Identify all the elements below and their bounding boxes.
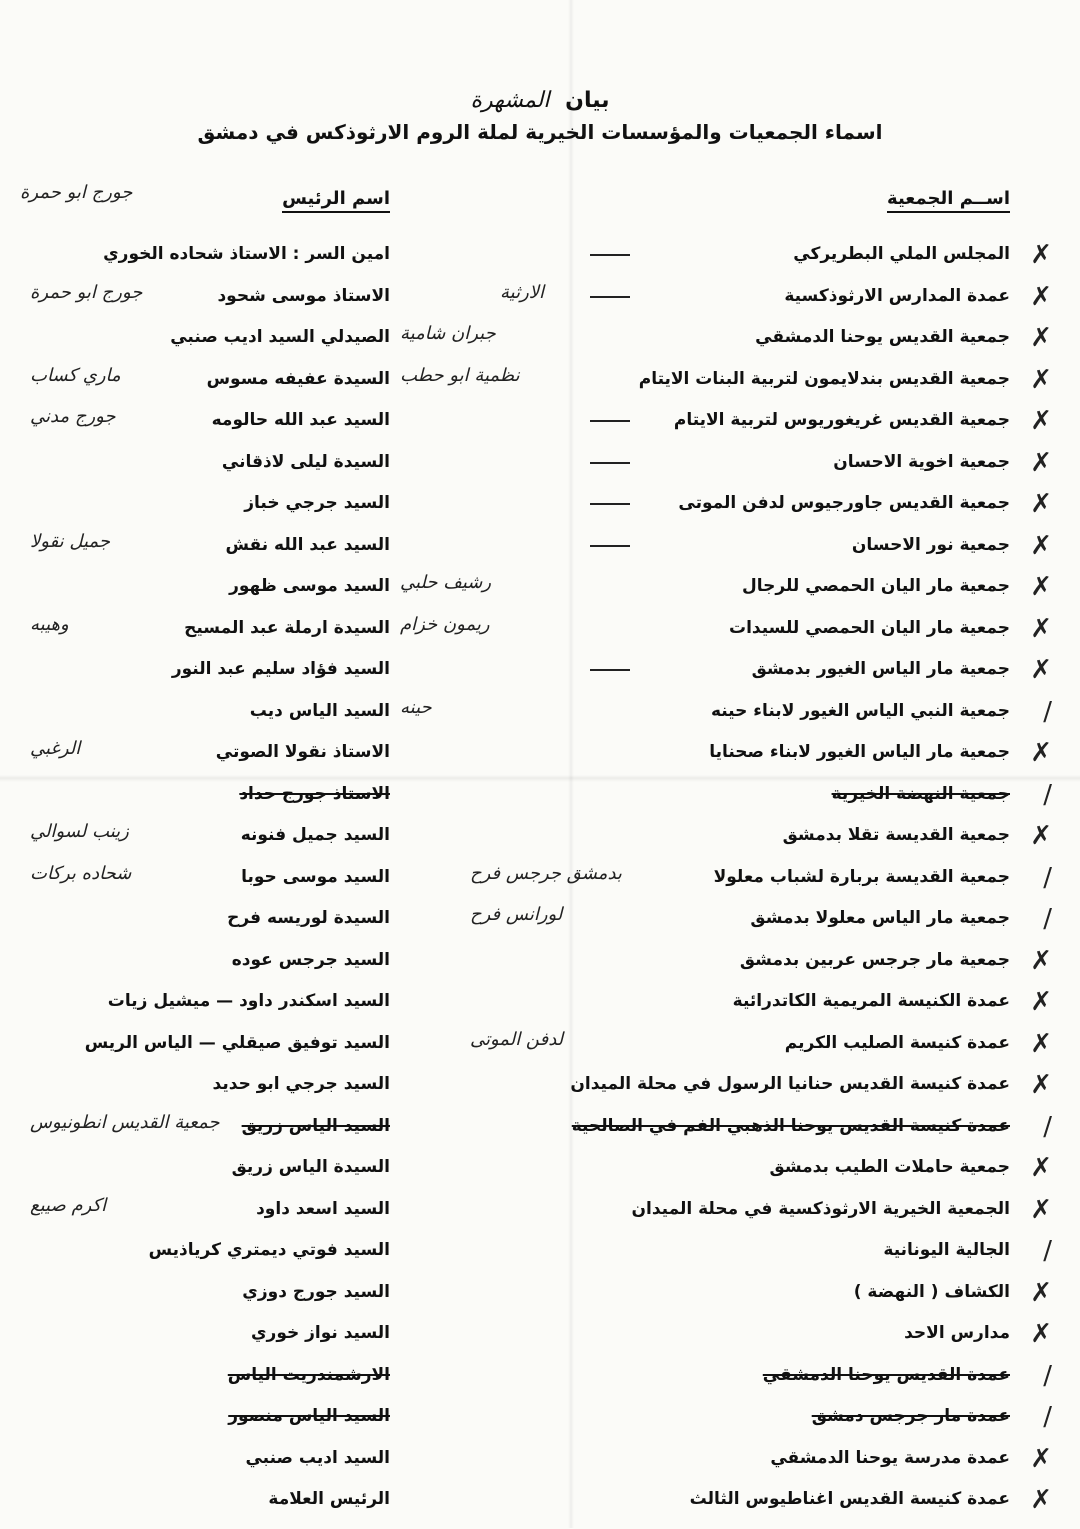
association-name: جمعية اخوية الاحسان [833,451,1010,472]
president-name: السيد نواز خوري [250,1323,390,1343]
table-row [0,655,1080,699]
president-name: الاستاذ نقولا الصوتي [215,742,390,762]
association-name: عمدة الكنيسة المريمية الكاتدرائية [732,991,1010,1011]
table-row [0,406,1080,450]
check-mark: ✗ [1030,364,1052,395]
association-name: جمعية مار جرجس عربين بدمشق [739,949,1010,970]
check-mark: / [1043,1111,1052,1142]
president-name: السيد عبد الله حالومه [211,410,390,430]
table-row [0,613,1080,658]
check-mark: ✗ [1030,406,1052,436]
check-mark: / [1043,696,1052,727]
association-name: جمعية القديس بندلايمون لتربية البنات الايتام [638,368,1010,389]
check-mark: / [1043,779,1052,810]
check-mark: ✗ [1030,1277,1052,1308]
handwritten-note: حينه [400,696,432,718]
association-name: جمعية القديس يوحنا الدمشقي [755,327,1010,347]
handwritten-note: بدمشق جرجس فرح [470,862,622,884]
table-row [0,821,1080,865]
column-header-president: اسم الرئيس [282,188,390,213]
handwritten-note: الارثية [500,281,545,303]
handwritten-note: جورج مدني [30,406,116,427]
association-name: عمدة كنيسة القديس حنانيا الرسول في محلة الميدان [570,1074,1010,1094]
president-name: السيد جورج دوزي [242,1281,390,1302]
handwritten-note: لورانس فرح [470,904,563,925]
association-name: جمعية النبي الياس الغيور لابناء حينه [710,700,1010,721]
president-name: الاستاذ جورج حداد [239,783,390,804]
president-name: السيد الياس منصور [228,1406,390,1426]
handwritten-note: لدفن الموتى [470,1028,564,1050]
handwritten-note: جبران شامية [400,323,496,344]
association-name: الكشاف ( النهضة ) [853,1281,1010,1302]
table-row [0,1236,1080,1280]
check-mark: ✗ [1030,738,1052,768]
president-name: السيد جرجي خباز [244,493,390,513]
association-name: الجالية اليونانية [883,1240,1010,1260]
handwritten-note: وهيبه [30,613,69,635]
association-name: المجلس الملي البطريركي [793,244,1010,264]
check-mark: / [1043,1402,1052,1432]
president-name: الصيدلي السيد اديب صنبي [170,327,390,347]
check-mark: ✗ [1030,1153,1052,1183]
table-row [0,1360,1080,1405]
association-name: جمعية مار الياس معلولا بدمشق [750,908,1010,928]
check-mark: ✗ [1030,281,1052,312]
president-name: السيد جرجس عوده [231,949,390,970]
president-name: السيد اسعد داود [256,1198,390,1219]
handwritten-note: جورج ابو حمرة [30,281,143,303]
check-mark: ✗ [1030,1319,1052,1349]
check-mark: ✗ [1030,987,1052,1017]
president-name: امين السر : الاستاذ شحاده الخوري [103,244,390,264]
check-mark: / [1043,904,1052,934]
association-name: جمعية حاملات الطيب بدمشق [769,1157,1010,1177]
president-name: السيد الياس زريق [241,1115,390,1136]
document-subtitle: اسماء الجمعيات والمؤسسات الخيرية لملة الروم الارثوذكس في دمشق [197,120,883,144]
association-name: جمعية القديس جاورجيوس لدفن الموتى [678,493,1010,513]
association-name: جمعية القديس غريغوريوس لتربية الايتام [673,410,1010,430]
check-mark: ✗ [1030,489,1052,519]
president-name: السيدة ارملة عبد المسيح [184,617,390,638]
check-mark: ✗ [1030,572,1052,602]
president-name: السيدة لوريسه فرح [227,908,390,928]
check-mark: ✗ [1030,1028,1052,1059]
check-mark: ✗ [1030,945,1052,976]
check-mark: ✗ [1030,655,1052,685]
association-name: عمدة القديس يوحنا الدمشقي [762,1364,1010,1385]
table-row [0,1277,1080,1322]
dash-mark [590,503,630,505]
table-row [0,779,1080,824]
association-name: عمدة كنيسة الصليب الكريم [784,1032,1010,1053]
dash-mark [590,296,630,298]
handwritten-note: رشيف حلبي [400,572,492,593]
table-row [0,364,1080,409]
association-name: جمعية القديسة بربارة لشباب معلولا [713,866,1010,887]
check-mark: ✗ [1030,240,1052,270]
dash-mark [590,420,630,422]
check-mark: / [1043,1360,1052,1391]
president-name: السيد اديب صنبي [245,1447,390,1468]
table-row [0,862,1080,907]
table-row [0,572,1080,616]
table-row [0,281,1080,326]
check-mark: ✗ [1030,1485,1052,1515]
table-row [0,1402,1080,1446]
header-handwritten-note: جورج ابو حمرة [20,182,133,203]
table-row [0,489,1080,533]
handwritten-note: الرغبي [30,738,81,759]
association-name: جمعية مار الياس الغيور لابناء صحنايا [709,742,1010,762]
table-row [0,1070,1080,1114]
association-name: عمدة كنيسة القديس يوحنا الذهبي الفم في الصالحية [571,1115,1010,1136]
association-name: مدارس الاحد [904,1323,1010,1343]
check-mark: / [1043,862,1052,893]
handwritten-note: جميل نقولا [30,530,110,552]
title-handwritten-note: المشهرة [470,88,550,113]
association-name: جمعية القديسة تقلا بدمشق [782,825,1010,845]
president-name: الرئيس العلامة [268,1489,390,1509]
handwritten-note: اكرم صيبع [30,1194,107,1216]
association-name: جمعية مار اليان الحمصي للسيدات [728,617,1010,638]
president-name: السيد فؤاد سليم عبد النور [171,659,390,679]
check-mark: ✗ [1030,447,1052,478]
president-name: الاستاذ موسى شحود [217,285,390,306]
table-row [0,323,1080,367]
president-name: السيد توفيق صيقلي — الياس الريس [84,1032,390,1053]
table-row [0,447,1080,492]
check-mark: ✗ [1030,1194,1052,1225]
check-mark: ✗ [1030,1070,1052,1100]
president-name: السيد اسكندر داود — ميشيل زيات [107,991,390,1011]
president-name: السيد جرجي ابو حديد [212,1074,390,1094]
handwritten-note: نظمية ابو حطب [400,364,520,386]
association-name: جمعية النهضة الخيرية [831,783,1010,804]
president-name: السيد جميل فنونه [240,825,390,845]
check-mark: / [1043,1236,1052,1266]
handwritten-note: زينب لسوالي [30,821,129,842]
president-name: السيدة الياس زريق [231,1157,390,1177]
handwritten-note: جمعية القديس انطونيوس [30,1111,220,1133]
table-row [0,945,1080,990]
dash-mark [590,669,630,671]
president-name: السيد موسى ظهور [229,576,390,596]
check-mark: ✗ [1030,1443,1052,1474]
president-name: السيد موسى حوبا [241,866,390,887]
handwritten-note: ريمون خزام [400,613,490,635]
table-row [0,1028,1080,1073]
association-name: جمعية مار اليان الحمصي للرجال [742,576,1010,596]
association-name: عمدة مدرسة يوحنا الدمشقي [770,1447,1010,1468]
president-name: السيدة ليلى لاذقاني [221,451,390,472]
column-header-association: اســم الجمعية [887,188,1010,213]
president-name: السيد الياس ديب [249,700,390,721]
handwritten-note: شحاده بركات [30,862,132,884]
dash-mark [590,545,630,547]
association-name: جمعية نور الاحسان [851,534,1010,555]
association-name: عمدة مار جرجس دمشق [811,1406,1010,1426]
check-mark: ✗ [1030,613,1052,644]
table-row [0,240,1080,284]
check-mark: ✗ [1030,323,1052,353]
president-name: السيد فوتي ديمتري كرياذيس [148,1240,390,1260]
table-row [0,1194,1080,1239]
president-name: السيدة عفيفه مسوس [206,368,390,389]
check-mark: ✗ [1030,821,1052,851]
table-row [0,1319,1080,1363]
handwritten-note: ماري كساب [30,364,121,386]
table-row [0,530,1080,575]
table-row [0,904,1080,948]
table-row [0,1153,1080,1197]
table-row [0,1485,1080,1529]
table-row [0,987,1080,1031]
president-name: السيد عبد الله نقش [225,534,390,555]
dash-mark [590,254,630,256]
association-name: جمعية مار الياس الغيور بدمشق [751,659,1010,679]
association-name: عمدة المدارس الارثوذكسية [784,285,1010,306]
association-name: الجمعية الخيرية الارثوذكسية في محلة الميدان [631,1198,1010,1219]
table-row [0,696,1080,741]
table-row [0,1443,1080,1488]
table-row [0,738,1080,782]
president-name: الارشمندريت الياس [227,1364,390,1385]
document-title [0,88,1080,113]
table-row [0,1111,1080,1156]
dash-mark [590,462,630,464]
title-text: بيان [565,88,610,113]
check-mark: ✗ [1030,530,1052,561]
association-name: عمدة كنيسة القديس اغناطيوس الثالث [689,1489,1010,1509]
